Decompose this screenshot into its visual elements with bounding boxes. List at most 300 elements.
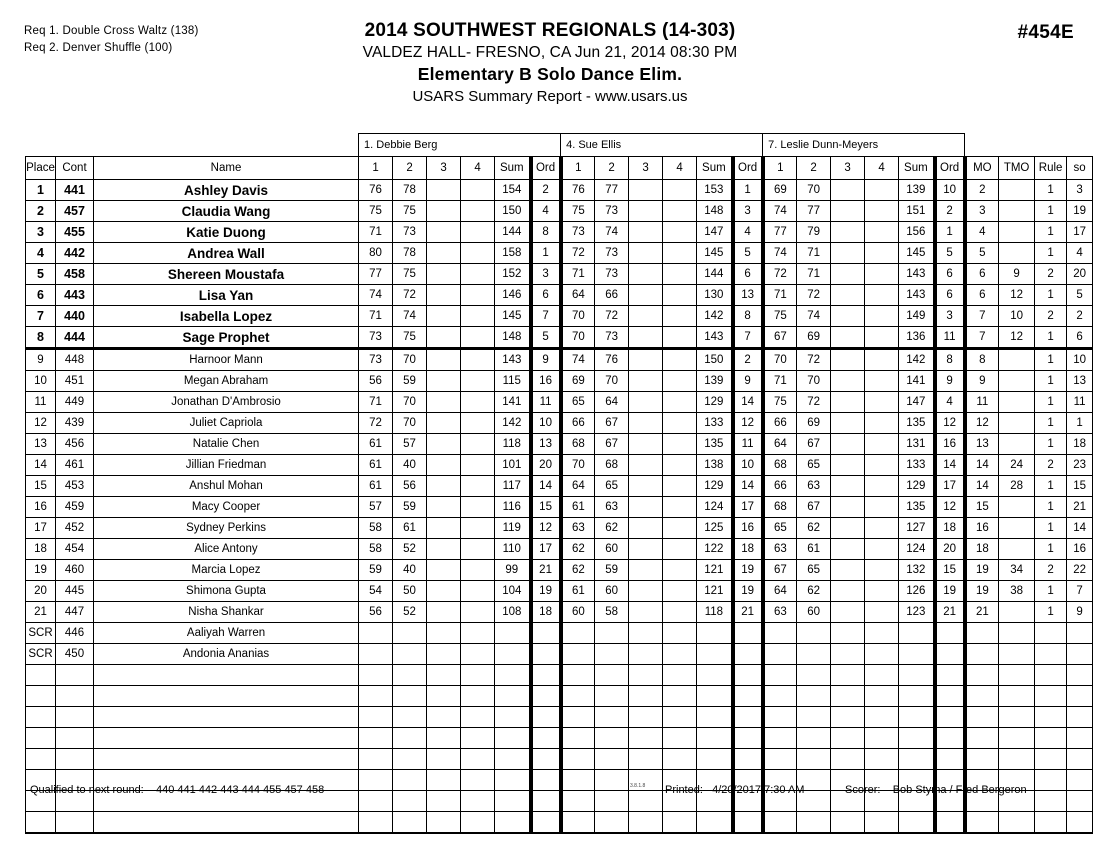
cell-judge1-ord: 19 xyxy=(531,581,561,602)
cell-judge1-ord: 14 xyxy=(531,476,561,497)
table-row xyxy=(26,180,1093,201)
cell-judge3-ord: 6 xyxy=(935,264,965,285)
cell-place xyxy=(26,665,56,686)
cell-contestant-number: 447 xyxy=(56,602,94,623)
cell-judge3-score3 xyxy=(831,371,865,392)
cell-place: 20 xyxy=(26,581,56,602)
cell-judge3-score4 xyxy=(865,665,899,686)
cell-judge3-score1: 75 xyxy=(763,392,797,413)
cell-judge3-sum: 151 xyxy=(899,201,935,222)
cell-judge2-score2: 64 xyxy=(595,392,629,413)
cell-mo: 13 xyxy=(965,434,999,455)
cell-judge1-ord: 16 xyxy=(531,371,561,392)
cell-skater-name: Ashley Davis xyxy=(94,180,359,201)
cell-place: 3 xyxy=(26,222,56,243)
cell-judge2-score2: 58 xyxy=(595,602,629,623)
cell-judge2-score3 xyxy=(629,413,663,434)
cell-judge1-score2: 78 xyxy=(393,180,427,201)
cell-judge2-sum: 121 xyxy=(697,560,733,581)
cell-skater-name: Sage Prophet xyxy=(94,327,359,349)
cell-judge2-ord: 4 xyxy=(733,222,763,243)
cell-judge3-score3 xyxy=(831,560,865,581)
cell-judge3-score3 xyxy=(831,812,865,834)
cell-judge1-score1: 58 xyxy=(359,518,393,539)
cell-contestant-number: 454 xyxy=(56,539,94,560)
cell-judge2-score4 xyxy=(663,539,697,560)
cell-contestant-number: 451 xyxy=(56,371,94,392)
scorer-value: Bob Styma / Fred Bergeron xyxy=(892,784,1027,796)
cell-judge1-score3 xyxy=(427,455,461,476)
cell-so xyxy=(1067,791,1093,812)
cell-judge3-score3 xyxy=(831,581,865,602)
cell-judge2-ord: 19 xyxy=(733,560,763,581)
cell-place: SCR xyxy=(26,623,56,644)
cell-judge1-score2: 75 xyxy=(393,327,427,349)
cell-contestant-number: 458 xyxy=(56,264,94,285)
cell-judge1-ord: 18 xyxy=(531,602,561,623)
cell-judge2-sum: 129 xyxy=(697,392,733,413)
cell-contestant-number: 448 xyxy=(56,349,94,371)
cell-judge2-score3 xyxy=(629,581,663,602)
cell-judge3-ord: 2 xyxy=(935,201,965,222)
cell-judge1-ord: 20 xyxy=(531,455,561,476)
cell-judge2-score1 xyxy=(561,665,595,686)
cell-so: 23 xyxy=(1067,455,1093,476)
cell-judge3-score3 xyxy=(831,285,865,306)
cell-judge1-score3 xyxy=(427,539,461,560)
competition-title: 2014 SOUTHWEST REGIONALS (14-303) xyxy=(364,20,736,41)
col-head-j3-ord: Ord xyxy=(935,157,965,180)
cell-judge3-ord: 5 xyxy=(935,243,965,264)
cell-judge1-score4 xyxy=(461,686,495,707)
cell-judge1-score4 xyxy=(461,644,495,665)
cell-judge3-ord xyxy=(935,686,965,707)
cell-rule: 1 xyxy=(1035,222,1067,243)
cell-place: 12 xyxy=(26,413,56,434)
cell-judge3-ord: 12 xyxy=(935,413,965,434)
cell-rule xyxy=(1035,812,1067,834)
cell-rule xyxy=(1035,749,1067,770)
cell-judge3-score1: 67 xyxy=(763,560,797,581)
cell-judge1-score3 xyxy=(427,644,461,665)
cell-so: 4 xyxy=(1067,243,1093,264)
cell-judge1-score2: 59 xyxy=(393,371,427,392)
cell-judge3-score3 xyxy=(831,518,865,539)
cell-mo: 21 xyxy=(965,602,999,623)
cell-so xyxy=(1067,623,1093,644)
cell-judge2-score4 xyxy=(663,665,697,686)
cell-place: 8 xyxy=(26,327,56,349)
cell-judge1-score1 xyxy=(359,707,393,728)
cell-judge1-ord xyxy=(531,665,561,686)
cell-judge1-sum: 118 xyxy=(495,434,531,455)
cell-judge3-score2: 70 xyxy=(797,180,831,201)
scorer-label: Scorer: xyxy=(845,784,881,796)
cell-mo: 19 xyxy=(965,560,999,581)
cell-judge1-score2: 40 xyxy=(393,455,427,476)
cell-judge2-score4 xyxy=(663,707,697,728)
cell-judge2-score2: 74 xyxy=(595,222,629,243)
cell-tmo xyxy=(999,371,1035,392)
cell-judge2-ord: 18 xyxy=(733,539,763,560)
cell-tmo xyxy=(999,644,1035,665)
cell-judge3-score2: 72 xyxy=(797,349,831,371)
col-head-j1-s1: 1 xyxy=(359,157,393,180)
cell-rule: 1 xyxy=(1035,518,1067,539)
cell-judge2-score4 xyxy=(663,728,697,749)
cell-rule xyxy=(1035,665,1067,686)
cell-rule: 1 xyxy=(1035,413,1067,434)
cell-judge2-score3 xyxy=(629,285,663,306)
judge-1-label: 1. Debbie Berg xyxy=(359,134,561,157)
cell-judge1-score2 xyxy=(393,728,427,749)
cell-judge3-score3 xyxy=(831,434,865,455)
cell-tmo xyxy=(999,222,1035,243)
cell-contestant-number: 449 xyxy=(56,392,94,413)
cell-judge2-ord: 7 xyxy=(733,327,763,349)
cell-judge3-sum xyxy=(899,812,935,834)
table-row xyxy=(26,243,1093,264)
cell-judge1-score2: 75 xyxy=(393,201,427,222)
cell-judge1-score2: 75 xyxy=(393,264,427,285)
table-body xyxy=(26,180,1093,834)
cell-judge3-sum xyxy=(899,728,935,749)
cell-judge3-ord: 1 xyxy=(935,222,965,243)
cell-judge3-sum: 143 xyxy=(899,264,935,285)
cell-judge3-score3 xyxy=(831,392,865,413)
cell-judge3-score4 xyxy=(865,222,899,243)
cell-judge1-score4 xyxy=(461,243,495,264)
cell-judge3-score4 xyxy=(865,180,899,201)
cell-judge3-score1: 74 xyxy=(763,201,797,222)
cell-judge2-ord: 3 xyxy=(733,201,763,222)
cell-place: 13 xyxy=(26,434,56,455)
report-subtitle: USARS Summary Report - www.usars.us xyxy=(412,88,688,105)
cell-judge1-ord: 1 xyxy=(531,243,561,264)
cell-tmo xyxy=(999,392,1035,413)
cell-judge2-ord: 2 xyxy=(733,349,763,371)
cell-skater-name: Lisa Yan xyxy=(94,285,359,306)
cell-judge2-score2 xyxy=(595,728,629,749)
table-row xyxy=(26,455,1093,476)
cell-rule xyxy=(1035,686,1067,707)
cell-judge1-score1 xyxy=(359,623,393,644)
cell-judge2-score4 xyxy=(663,306,697,327)
cell-judge1-score1 xyxy=(359,665,393,686)
cell-judge1-score4 xyxy=(461,581,495,602)
cell-judge3-ord: 15 xyxy=(935,560,965,581)
cell-judge1-score3 xyxy=(427,180,461,201)
cell-mo: 11 xyxy=(965,392,999,413)
cell-judge2-score3 xyxy=(629,728,663,749)
cell-judge2-score3 xyxy=(629,434,663,455)
cell-judge1-score1: 73 xyxy=(359,349,393,371)
cell-judge2-score4 xyxy=(663,371,697,392)
cell-judge3-sum: 129 xyxy=(899,476,935,497)
cell-judge3-score2 xyxy=(797,707,831,728)
cell-judge1-ord: 15 xyxy=(531,497,561,518)
cell-judge2-score3 xyxy=(629,560,663,581)
col-head-j2-s4: 4 xyxy=(663,157,697,180)
judge-band-row xyxy=(26,134,1093,157)
col-head-j2-ord: Ord xyxy=(733,157,763,180)
cell-so xyxy=(1067,707,1093,728)
cell-judge2-score4 xyxy=(663,243,697,264)
cell-judge3-score4 xyxy=(865,434,899,455)
results-table xyxy=(25,133,1093,834)
cell-judge2-score1: 66 xyxy=(561,413,595,434)
cell-rule: 1 xyxy=(1035,539,1067,560)
cell-mo: 6 xyxy=(965,264,999,285)
col-head-so: so xyxy=(1067,157,1093,180)
cell-judge1-score1: 73 xyxy=(359,327,393,349)
cell-judge2-score2 xyxy=(595,749,629,770)
cell-judge1-score3 xyxy=(427,602,461,623)
table-head xyxy=(26,134,1093,180)
cell-judge1-ord: 4 xyxy=(531,201,561,222)
cell-judge2-score1 xyxy=(561,686,595,707)
cell-tmo: 12 xyxy=(999,327,1035,349)
cell-judge2-score2: 60 xyxy=(595,581,629,602)
cell-judge3-ord: 16 xyxy=(935,434,965,455)
cell-judge1-score3 xyxy=(427,623,461,644)
qualified-list: 440 441 442 443 444 455 457 458 xyxy=(155,784,325,796)
cell-skater-name: Isabella Lopez xyxy=(94,306,359,327)
cell-judge3-ord xyxy=(935,665,965,686)
cell-tmo xyxy=(999,602,1035,623)
cell-judge3-score2: 79 xyxy=(797,222,831,243)
cell-judge2-score1: 70 xyxy=(561,327,595,349)
cell-skater-name: Andrea Wall xyxy=(94,243,359,264)
cell-judge1-ord: 3 xyxy=(531,264,561,285)
cell-tmo xyxy=(999,686,1035,707)
cell-judge2-score3 xyxy=(629,476,663,497)
cell-judge1-score2 xyxy=(393,812,427,834)
cell-so xyxy=(1067,728,1093,749)
cell-judge1-score1: 58 xyxy=(359,539,393,560)
cell-judge3-score2: 60 xyxy=(797,602,831,623)
cell-so: 16 xyxy=(1067,539,1093,560)
cell-tmo xyxy=(999,349,1035,371)
cell-judge1-score1: 80 xyxy=(359,243,393,264)
cell-so xyxy=(1067,665,1093,686)
cell-mo: 3 xyxy=(965,201,999,222)
cell-judge3-score2: 71 xyxy=(797,243,831,264)
printed-label: Printed: xyxy=(665,784,703,796)
cell-mo: 16 xyxy=(965,518,999,539)
cell-judge3-ord: 10 xyxy=(935,180,965,201)
cell-judge2-sum: 148 xyxy=(697,201,733,222)
cell-judge3-score3 xyxy=(831,539,865,560)
cell-judge2-sum xyxy=(697,686,733,707)
cell-judge2-score1: 65 xyxy=(561,392,595,413)
cell-judge3-sum: 147 xyxy=(899,392,935,413)
cell-judge2-score1: 70 xyxy=(561,455,595,476)
cell-judge3-sum: 133 xyxy=(899,455,935,476)
cell-so xyxy=(1067,749,1093,770)
cell-judge1-score2 xyxy=(393,707,427,728)
cell-tmo: 12 xyxy=(999,285,1035,306)
cell-rule: 1 xyxy=(1035,180,1067,201)
cell-contestant-number xyxy=(56,749,94,770)
cell-judge3-score4 xyxy=(865,306,899,327)
cell-rule xyxy=(1035,791,1067,812)
table-row xyxy=(26,285,1093,306)
cell-judge2-score4 xyxy=(663,476,697,497)
cell-judge3-score1: 68 xyxy=(763,497,797,518)
cell-skater-name: Juliet Capriola xyxy=(94,413,359,434)
event-name: Elementary B Solo Dance Elim. xyxy=(417,64,683,84)
table-row xyxy=(26,644,1093,665)
cell-judge3-score2: 70 xyxy=(797,371,831,392)
cell-judge2-score4 xyxy=(663,413,697,434)
cell-judge3-score4 xyxy=(865,476,899,497)
table-row xyxy=(26,327,1093,349)
cell-mo: 6 xyxy=(965,285,999,306)
col-head-j3-s2: 2 xyxy=(797,157,831,180)
report-header xyxy=(0,0,1100,112)
cell-mo: 14 xyxy=(965,455,999,476)
cell-judge2-score3 xyxy=(629,665,663,686)
cell-judge3-score1 xyxy=(763,623,797,644)
cell-tmo xyxy=(999,497,1035,518)
cell-judge2-score3 xyxy=(629,306,663,327)
cell-tmo: 38 xyxy=(999,581,1035,602)
cell-judge3-score1: 77 xyxy=(763,222,797,243)
cell-judge2-score1: 61 xyxy=(561,581,595,602)
cell-judge1-score4 xyxy=(461,728,495,749)
cell-judge2-score3 xyxy=(629,455,663,476)
cell-judge2-score1 xyxy=(561,623,595,644)
cell-judge1-score3 xyxy=(427,476,461,497)
cell-judge3-ord: 11 xyxy=(935,327,965,349)
cell-judge1-score4 xyxy=(461,201,495,222)
qualified-label: Qualified to next round: xyxy=(30,784,144,796)
cell-tmo xyxy=(999,243,1035,264)
cell-judge3-score4 xyxy=(865,749,899,770)
cell-judge3-score2: 69 xyxy=(797,327,831,349)
cell-judge3-score2 xyxy=(797,623,831,644)
cell-judge1-sum xyxy=(495,707,531,728)
cell-judge2-score1: 73 xyxy=(561,222,595,243)
cell-tmo xyxy=(999,518,1035,539)
cell-judge2-score3 xyxy=(629,327,663,349)
cell-judge1-sum: 143 xyxy=(495,349,531,371)
cell-mo: 19 xyxy=(965,581,999,602)
cell-so: 3 xyxy=(1067,180,1093,201)
cell-so xyxy=(1067,812,1093,834)
cell-judge1-score2: 52 xyxy=(393,539,427,560)
cell-tmo xyxy=(999,413,1035,434)
cell-contestant-number xyxy=(56,728,94,749)
cell-judge1-sum: 99 xyxy=(495,560,531,581)
cell-judge1-score2 xyxy=(393,749,427,770)
cell-judge3-score1: 65 xyxy=(763,518,797,539)
cell-contestant-number: 452 xyxy=(56,518,94,539)
cell-judge3-sum: 149 xyxy=(899,306,935,327)
cell-judge2-sum: 130 xyxy=(697,285,733,306)
cell-judge3-ord xyxy=(935,812,965,834)
cell-judge1-score2: 70 xyxy=(393,413,427,434)
cell-judge3-score4 xyxy=(865,243,899,264)
cell-rule: 1 xyxy=(1035,327,1067,349)
cell-judge2-sum: 138 xyxy=(697,455,733,476)
cell-judge1-score1: 71 xyxy=(359,392,393,413)
cell-judge1-score2: 74 xyxy=(393,306,427,327)
cell-judge2-ord xyxy=(733,644,763,665)
cell-rule: 2 xyxy=(1035,306,1067,327)
cell-judge1-sum: 148 xyxy=(495,327,531,349)
cell-rule: 1 xyxy=(1035,497,1067,518)
cell-place: 17 xyxy=(26,518,56,539)
cell-place: 21 xyxy=(26,602,56,623)
cell-judge2-score2: 77 xyxy=(595,180,629,201)
cell-so: 14 xyxy=(1067,518,1093,539)
table-row xyxy=(26,222,1093,243)
col-head-j3-s3: 3 xyxy=(831,157,865,180)
cell-judge2-score4 xyxy=(663,686,697,707)
cell-judge1-score4 xyxy=(461,222,495,243)
cell-judge3-score1: 63 xyxy=(763,539,797,560)
cell-judge3-sum: 139 xyxy=(899,180,935,201)
cell-judge3-sum: 131 xyxy=(899,434,935,455)
cell-judge3-score1: 70 xyxy=(763,349,797,371)
cell-mo xyxy=(965,728,999,749)
cell-judge2-score3 xyxy=(629,222,663,243)
table-row xyxy=(26,349,1093,371)
cell-judge2-score1: 60 xyxy=(561,602,595,623)
cell-judge3-score2: 74 xyxy=(797,306,831,327)
cell-judge2-ord: 21 xyxy=(733,602,763,623)
table-row xyxy=(26,413,1093,434)
cell-judge1-score4 xyxy=(461,560,495,581)
cell-judge3-ord: 6 xyxy=(935,285,965,306)
cell-judge2-score3 xyxy=(629,686,663,707)
cell-mo xyxy=(965,644,999,665)
cell-judge1-ord: 13 xyxy=(531,434,561,455)
cell-skater-name: Jillian Friedman xyxy=(94,455,359,476)
cell-judge1-score1: 71 xyxy=(359,222,393,243)
cell-so xyxy=(1067,770,1093,791)
cell-judge2-score4 xyxy=(663,581,697,602)
cell-judge1-score4 xyxy=(461,392,495,413)
cell-judge2-score1: 61 xyxy=(561,497,595,518)
cell-rule: 1 xyxy=(1035,476,1067,497)
empty-table-row xyxy=(26,812,1093,834)
cell-judge2-score1: 68 xyxy=(561,434,595,455)
empty-table-row xyxy=(26,749,1093,770)
cell-judge1-sum: 115 xyxy=(495,371,531,392)
cell-so: 11 xyxy=(1067,392,1093,413)
cell-judge3-score3 xyxy=(831,749,865,770)
cell-judge3-score4 xyxy=(865,497,899,518)
cell-judge2-score2 xyxy=(595,665,629,686)
cell-so: 13 xyxy=(1067,371,1093,392)
col-head-j3-s4: 4 xyxy=(865,157,899,180)
cell-judge2-score2: 59 xyxy=(595,560,629,581)
cell-tmo xyxy=(999,623,1035,644)
cell-contestant-number: 453 xyxy=(56,476,94,497)
cell-judge3-score3 xyxy=(831,306,865,327)
cell-judge1-score1: 72 xyxy=(359,413,393,434)
cell-judge2-score2 xyxy=(595,707,629,728)
cell-judge2-score1: 62 xyxy=(561,560,595,581)
table-row xyxy=(26,581,1093,602)
cell-judge3-score1: 64 xyxy=(763,434,797,455)
cell-judge3-score2: 72 xyxy=(797,392,831,413)
cell-judge1-score2: 40 xyxy=(393,560,427,581)
cell-judge3-score2: 77 xyxy=(797,201,831,222)
